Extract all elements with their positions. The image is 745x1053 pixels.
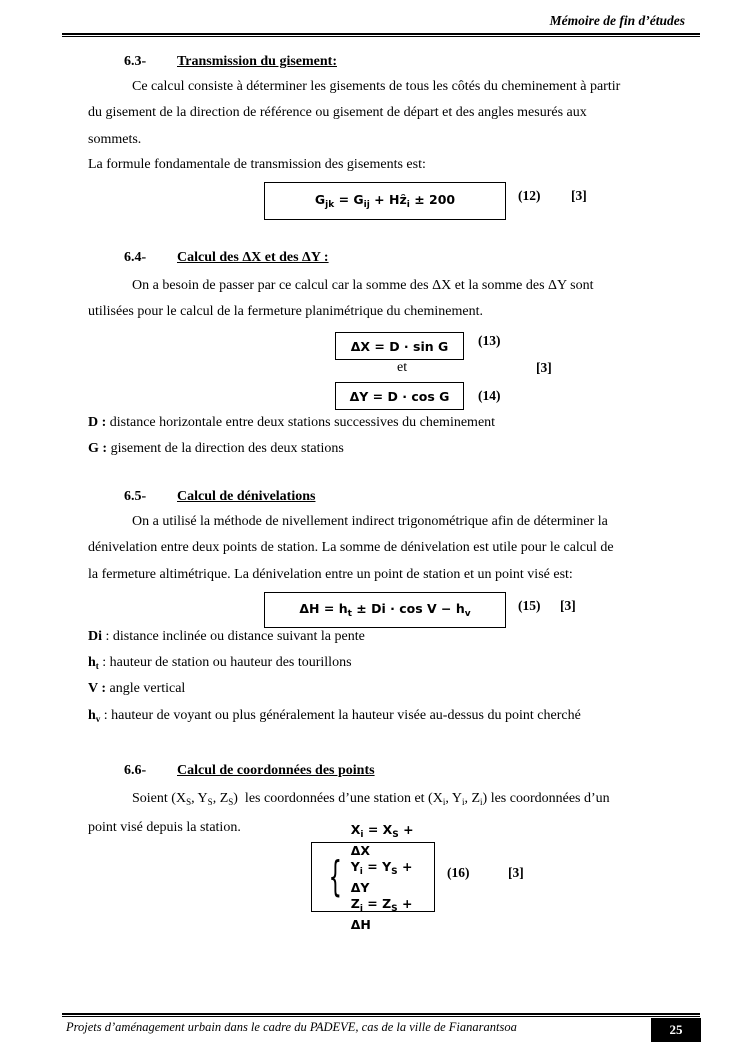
conjunction-text: et [397, 360, 408, 375]
equation-14-box [335, 382, 464, 410]
section-title: Calcul des ΔX et des ΔY : [177, 250, 329, 265]
header-rule-thin [62, 36, 700, 37]
equation-15: $\Delta H = h_t \pm Di \cdot \cos V - h_v$ [299, 601, 471, 619]
text-line: point visé depuis la station. [88, 820, 241, 836]
section-title: Calcul de coordonnées des points [177, 763, 375, 778]
definition-g: G : gisement de la direction des deux stations [88, 441, 344, 456]
equation-number-16: (16) [447, 865, 470, 880]
equation-number-12: (12) [518, 188, 541, 203]
equation-number-14: (14) [478, 388, 501, 403]
page-number: 25 [651, 1018, 701, 1042]
text-line: la fermeture altimétrique. La dénivelation entre un point de station et un point visé est: [88, 566, 573, 582]
definition-hv: $h_v$ : hauteur de voyant ou plus généralement la hauteur visée au-dessus du point cherché [88, 708, 581, 724]
footer-rule [62, 1013, 700, 1015]
system-line: $X_i = X_S + \Delta X$ [350, 821, 414, 858]
text-line: Ce calcul consiste à déterminer les gisements de tous les côtés du cheminement à partir [132, 79, 621, 94]
equation-number-15: (15) [518, 598, 541, 613]
equation-system-16 [322, 822, 434, 933]
section-number: 6.4- [124, 250, 147, 265]
brace-symbol: { [328, 852, 343, 901]
citation-ref: [3] [508, 865, 524, 880]
equation-number-13: (13) [478, 333, 501, 348]
definition-v: V : angle vertical [88, 681, 186, 696]
section-number: 6.3- [124, 54, 147, 69]
text-line: utilisées pour le calcul de la fermeture planimétrique du cheminement. [88, 304, 483, 320]
equation-16-box [311, 821, 435, 932]
system-line: $Z_i = Z_S + \Delta H$ [350, 895, 413, 932]
definition-d: D : distance horizontale entre deux stations successives du cheminement [88, 415, 496, 430]
section-number: 6.6- [124, 763, 147, 778]
definition-ht: $h_t$ : hauteur de station ou hauteur des tourillons [88, 655, 352, 671]
section-title: Transmission du gisement: [177, 54, 337, 69]
equation-14: ΔY = D · cos G [349, 388, 450, 404]
equation-13: ΔX = D · sin G [350, 338, 449, 354]
paragraph-6-5 [88, 509, 656, 588]
footer-rule-thin [62, 1016, 700, 1017]
equation-15-box [264, 592, 506, 628]
text-line: On a utilisé la méthode de nivellement indirect trigonométrique afin de déterminer la [132, 514, 608, 529]
system-line: $Y_i = Y_S + \Delta Y$ [350, 858, 413, 895]
text-line: Soient ($X_S$, $Y_S$, $Z_S$) les coordonnées d’une station et ($X_i$, $Y_i$, $Z_i$) les coordonnées d’un [132, 791, 610, 807]
running-footer: Projets d’aménagement urbain dans le cadre du PADEVE, cas de la ville de Fianarantsoa [66, 1020, 517, 1034]
equation-12-box [264, 182, 506, 220]
text-line: du gisement de la direction de référence ou gisement de départ et des angles mesurés aux [88, 105, 587, 121]
running-header: Mémoire de fin d’études [549, 13, 685, 28]
paragraph-6-3 [88, 74, 656, 153]
section-title: Calcul de dénivelations [177, 489, 316, 504]
text-line: On a besoin de passer par ce calcul car la somme des ΔX et la somme des ΔY sont [132, 278, 594, 293]
citation-ref: [3] [571, 188, 587, 203]
text-line: dénivelation entre deux points de station. La somme de dénivelation est utile pour le calcul de [88, 540, 614, 556]
formula-intro: La formule fondamentale de transmission des gisements est: [88, 157, 426, 172]
header-rule [62, 33, 700, 35]
equation-12: $G_{jk} = G_{ij}$ + $Hz̑_i \pm 200$ [314, 192, 456, 210]
text-line: sommets. [88, 131, 142, 147]
citation-ref: [3] [560, 598, 576, 613]
equation-13-box [335, 332, 464, 360]
citation-ref: [3] [536, 360, 552, 375]
section-number: 6.5- [124, 489, 147, 504]
definition-di: Di : distance inclinée ou distance suivant la pente [88, 629, 365, 644]
paragraph-6-4 [88, 273, 656, 326]
